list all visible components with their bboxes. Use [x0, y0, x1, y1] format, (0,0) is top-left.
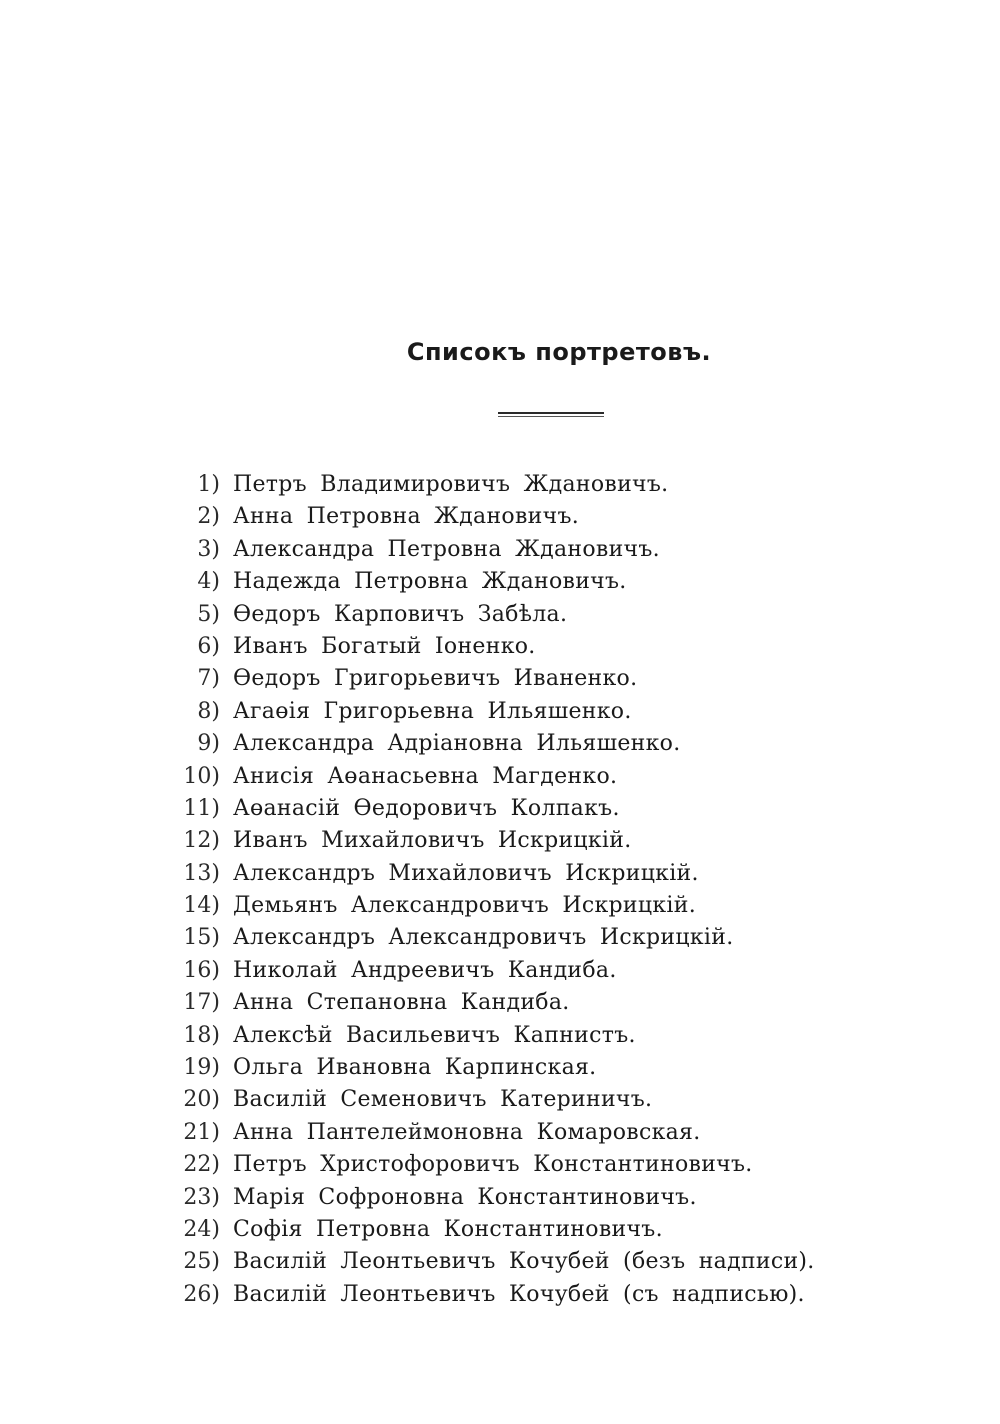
list-item — [180, 1149, 940, 1181]
item-name: Николай Андреевичъ Кандиба. — [233, 957, 617, 983]
item-name: Александра Петровна Ждановичъ. — [233, 536, 660, 562]
divider-line-thick — [498, 412, 604, 414]
item-name: Өедоръ Григорьевичъ Иваненко. — [233, 666, 638, 692]
item-number: 1) — [197, 472, 220, 497]
item-name: Иванъ Богатый Іоненко. — [233, 633, 536, 659]
item-number: 6) — [197, 633, 220, 659]
list-item — [180, 631, 940, 663]
item-name: Анна Петровна Ждановичъ. — [233, 504, 580, 530]
item-name: Аөанасій Өедоровичъ Колпакъ. — [233, 795, 620, 821]
item-number: 9) — [197, 731, 220, 757]
item-name: Агаөія Григорьевна Ильяшенко. — [233, 698, 632, 724]
list-item — [180, 1246, 940, 1278]
item-name: Анисія Аөанасьевна Магденко. — [233, 763, 618, 789]
item-name: Өедоръ Карповичъ Забѣла. — [233, 601, 568, 627]
item-name: Петръ Христофоровичъ Константиновичъ. — [233, 1152, 753, 1178]
item-name: Василій Леонтьевичъ Кочубей (безъ надписи). — [233, 1249, 815, 1275]
list-item — [180, 1182, 940, 1214]
list-item — [180, 858, 940, 890]
item-name: Александра Адріановна Ильяшенко. — [233, 731, 681, 757]
item-number: 12) — [183, 828, 220, 854]
divider-line-thin — [498, 416, 604, 417]
item-number: 15) — [183, 925, 220, 951]
item-number: 3) — [197, 536, 220, 562]
item-number: 19) — [183, 1055, 220, 1081]
item-name: Анна Пантелеймоновна Комаровская. — [233, 1119, 701, 1145]
item-name: Демьянъ Александровичъ Искрицкій. — [233, 893, 696, 919]
list-item — [180, 501, 940, 533]
item-name: Надежда Петровна Ждановичъ. — [233, 569, 627, 595]
item-number: 20) — [183, 1087, 220, 1113]
item-name: Александръ Михайловичъ Искрицкій. — [233, 860, 699, 886]
item-number: 16) — [183, 957, 220, 983]
item-name: Софія Петровна Константиновичъ. — [233, 1216, 663, 1242]
item-number: 17) — [183, 990, 220, 1016]
list-item — [180, 1020, 940, 1052]
item-number: 24) — [183, 1216, 220, 1242]
list-item — [180, 728, 940, 760]
list-item — [180, 761, 940, 793]
item-name: Иванъ Михайловичъ Искрицкій. — [233, 828, 632, 854]
item-number: 23) — [183, 1184, 220, 1210]
item-number: 2) — [197, 504, 220, 530]
item-number: 13) — [183, 860, 220, 886]
list-item — [180, 987, 940, 1019]
list-item — [180, 566, 940, 598]
list-item — [180, 1052, 940, 1084]
page-title: Списокъ портретовъ. — [406, 338, 712, 366]
list-item — [180, 1214, 940, 1246]
portrait-list — [180, 469, 940, 1311]
item-name: Ольга Ивановна Карпинская. — [233, 1055, 597, 1081]
item-number: 4) — [197, 569, 220, 595]
item-name: Александръ Александровичъ Искрицкій. — [233, 925, 734, 951]
list-item — [180, 955, 940, 987]
list-item — [180, 825, 940, 857]
item-number: 26) — [183, 1281, 220, 1307]
list-item — [180, 599, 940, 631]
list-item — [180, 890, 940, 922]
list-item — [180, 1117, 940, 1149]
item-number: 14) — [183, 893, 220, 919]
item-name: Василій Леонтьевичъ Кочубей (съ надписью). — [233, 1281, 805, 1307]
list-item — [180, 793, 940, 825]
list-item — [180, 663, 940, 695]
item-number: 25) — [183, 1249, 220, 1275]
item-name: Марія Софроновна Константиновичъ. — [233, 1184, 697, 1210]
item-name: Алексѣй Васильевичъ Капнистъ. — [233, 1022, 636, 1048]
list-item — [180, 1084, 940, 1116]
item-name: Петръ Владимировичъ Ждановичъ. — [233, 472, 669, 497]
item-number: 21) — [183, 1119, 220, 1145]
list-item — [180, 469, 940, 501]
list-item — [180, 922, 940, 954]
item-number: 7) — [197, 666, 220, 692]
item-name: Анна Степановна Кандиба. — [233, 990, 570, 1016]
item-number: 11) — [183, 795, 220, 821]
item-number: 22) — [183, 1152, 220, 1178]
list-item — [180, 1279, 940, 1311]
decorative-divider — [498, 412, 604, 418]
item-number: 10) — [183, 763, 220, 789]
list-item — [180, 696, 940, 728]
item-number: 8) — [197, 698, 220, 724]
list-item — [180, 534, 940, 566]
item-number: 5) — [197, 601, 220, 627]
item-name: Василій Семеновичъ Катериничъ. — [233, 1087, 653, 1113]
item-number: 18) — [183, 1022, 220, 1048]
